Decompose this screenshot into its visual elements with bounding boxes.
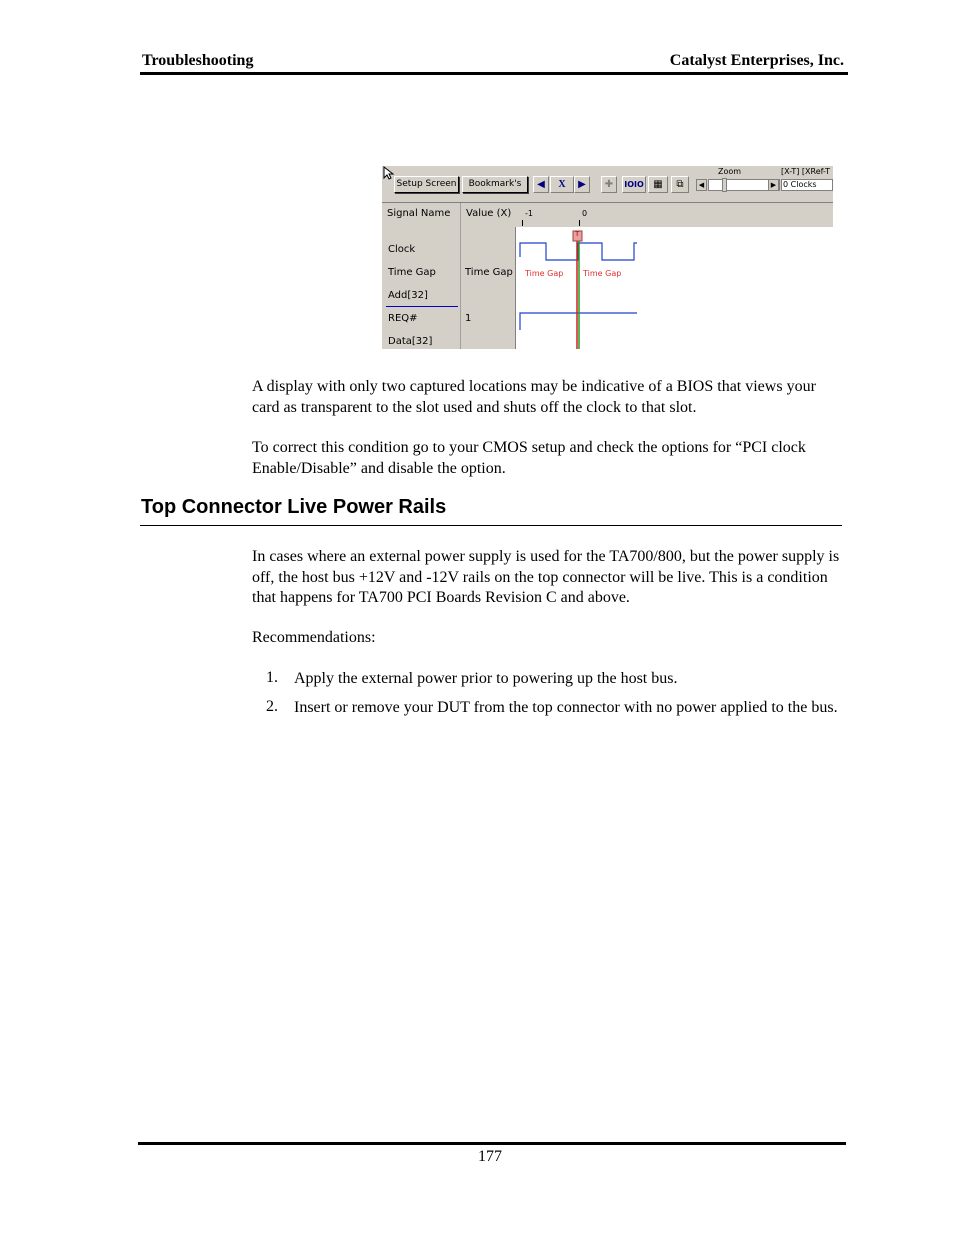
grid-icon[interactable]: ▦ [648, 176, 668, 193]
zoom-right-arrow-icon[interactable]: ▶ [768, 179, 779, 191]
next-arrow-icon[interactable]: ▶ [574, 176, 590, 193]
footer-rule [138, 1142, 846, 1145]
header-left: Troubleshooting [142, 52, 254, 69]
zoom-label: Zoom [718, 167, 742, 176]
tick-mark [522, 220, 523, 226]
xt-label: [X-T] [XRef-T [781, 167, 831, 176]
tick-label: 0 [582, 209, 588, 218]
list-number: 2. [266, 698, 278, 715]
page-number: 177 [478, 1148, 502, 1165]
signal-name: REQ# [388, 313, 418, 324]
mouse-cursor-icon [382, 166, 394, 180]
zoom-left-arrow-icon[interactable]: ◀ [696, 179, 707, 191]
plus-icon[interactable]: ✚ [601, 176, 617, 193]
signal-name-header: Signal Name [382, 203, 460, 227]
prev-arrow-icon[interactable]: ◀ [533, 176, 549, 193]
list-item: Apply the external power prior to powering up the host bus. [294, 670, 678, 687]
header-right: Catalyst Enterprises, Inc. [669, 52, 844, 69]
ioio-button[interactable]: IOIO [622, 176, 646, 193]
time-gap-label: Time Gap [583, 269, 622, 278]
bookmarks-button[interactable]: Bookmark's [462, 176, 528, 193]
signal-name: Add[32] [388, 290, 428, 301]
header-rule [140, 72, 848, 75]
time-ruler [516, 203, 833, 227]
section-title: Top Connector Live Power Rails [141, 496, 447, 518]
paragraph: Recommendations: [252, 629, 376, 646]
value-column [460, 227, 516, 349]
trigger-marker-label: T [575, 230, 580, 238]
value-header: Value (X) [460, 203, 516, 227]
copy-icon[interactable]: ⧉ [671, 176, 689, 193]
list-item: Insert or remove your DUT from the top connector with no power applied to the bus. [294, 699, 838, 716]
selected-row-underline [386, 306, 458, 307]
paragraph: To correct this condition go to your CMOS setup and check the options for “PCI clock Enable/Disable” and disable the option. [252, 439, 806, 477]
waveform-svg [516, 227, 833, 349]
signal-name: Time Gap [388, 267, 436, 278]
zoom-slider-thumb[interactable] [722, 178, 727, 192]
signal-value: Time Gap [465, 267, 513, 278]
section-rule [140, 525, 842, 526]
list-number: 1. [266, 669, 278, 686]
setup-screen-button[interactable]: Setup Screen [394, 176, 459, 193]
time-gap-label: Time Gap [525, 269, 564, 278]
tick-label: -1 [525, 209, 533, 218]
signal-name: Clock [388, 244, 416, 255]
signal-name: Data[32] [388, 336, 433, 347]
x-cursor-button[interactable]: X [550, 176, 574, 193]
analyzer-screenshot [382, 166, 833, 349]
tick-mark [579, 220, 580, 226]
signal-value: 1 [465, 313, 472, 324]
paragraph: A display with only two captured locations may be indicative of a BIOS that views your card as transparent to the slot used and shuts off the clock to that slot. [252, 378, 816, 416]
clocks-field[interactable]: 0 Clocks [781, 179, 833, 191]
paragraph: In cases where an external power supply is used for the TA700/800, but the power supply is off, the host bus +12V and -12V rails on the top connector will be live. This is a condition that happens for TA700 PCI Boards Revision C and above. [252, 548, 840, 606]
